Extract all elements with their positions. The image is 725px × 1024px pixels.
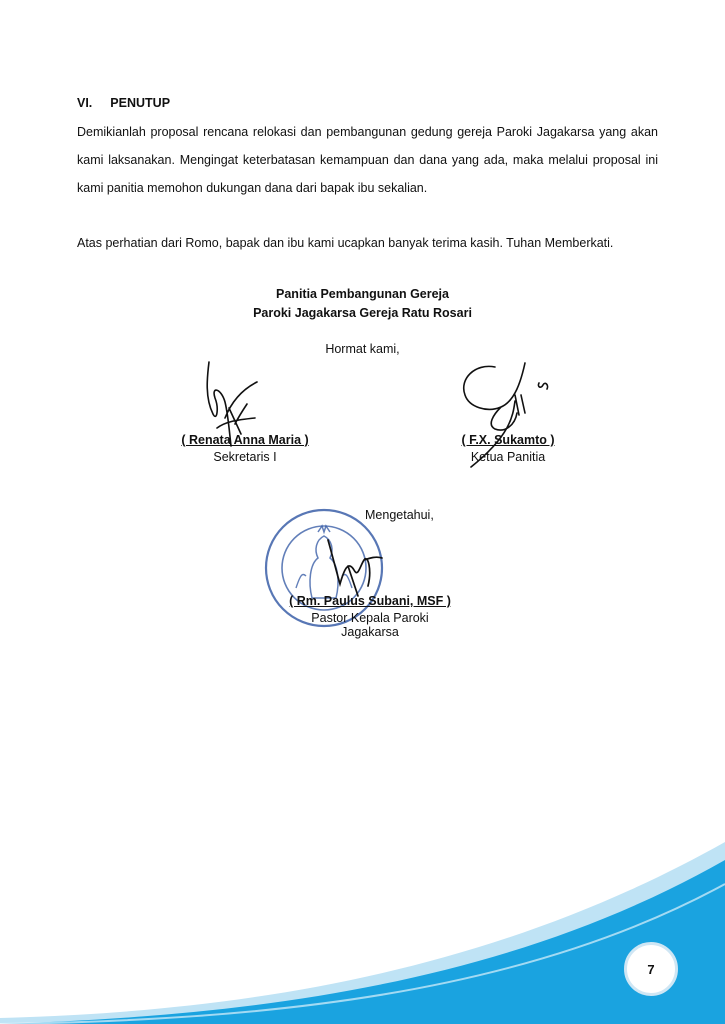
signer-role: Pastor Kepala Paroki Jagakarsa: [311, 611, 429, 639]
closing-paragraph: Demikianlah proposal rencana relokasi dan pembangunan gedung gereja Paroki Jagakarsa yang akan kami laksanakan. Mengingat keterbatasan kemampuan dan dana yang ada, maka melalui proposal ini kami panitia memohon dukungan dana dari bapak ibu sekalian.: [77, 125, 658, 195]
committee-name: Panitia Pembangunan Gereja: [276, 287, 449, 301]
page-number: 7: [647, 961, 655, 977]
section-number: VI.: [77, 96, 93, 110]
signer-role: Sekretaris I: [213, 450, 277, 464]
signer-name: ( Rm. Paulus Subani, MSF ): [289, 594, 451, 608]
signer-name: ( F.X. Sukamto ): [461, 433, 555, 447]
parish-name: Paroki Jagakarsa Gereja Ratu Rosari: [253, 306, 472, 320]
acknowledged-label: Mengetahui,: [365, 508, 434, 522]
signer-name: ( Renata Anna Maria ): [181, 433, 309, 447]
section-title: PENUTUP: [110, 96, 171, 110]
page-number-badge: [624, 942, 678, 996]
regards-text: Hormat kami,: [325, 342, 400, 356]
signer-role: Ketua Panitia: [470, 450, 546, 464]
thanks-paragraph: Atas perhatian dari Romo, bapak dan ibu kami ucapkan banyak terima kasih. Tuhan Memberkati.: [77, 236, 614, 250]
